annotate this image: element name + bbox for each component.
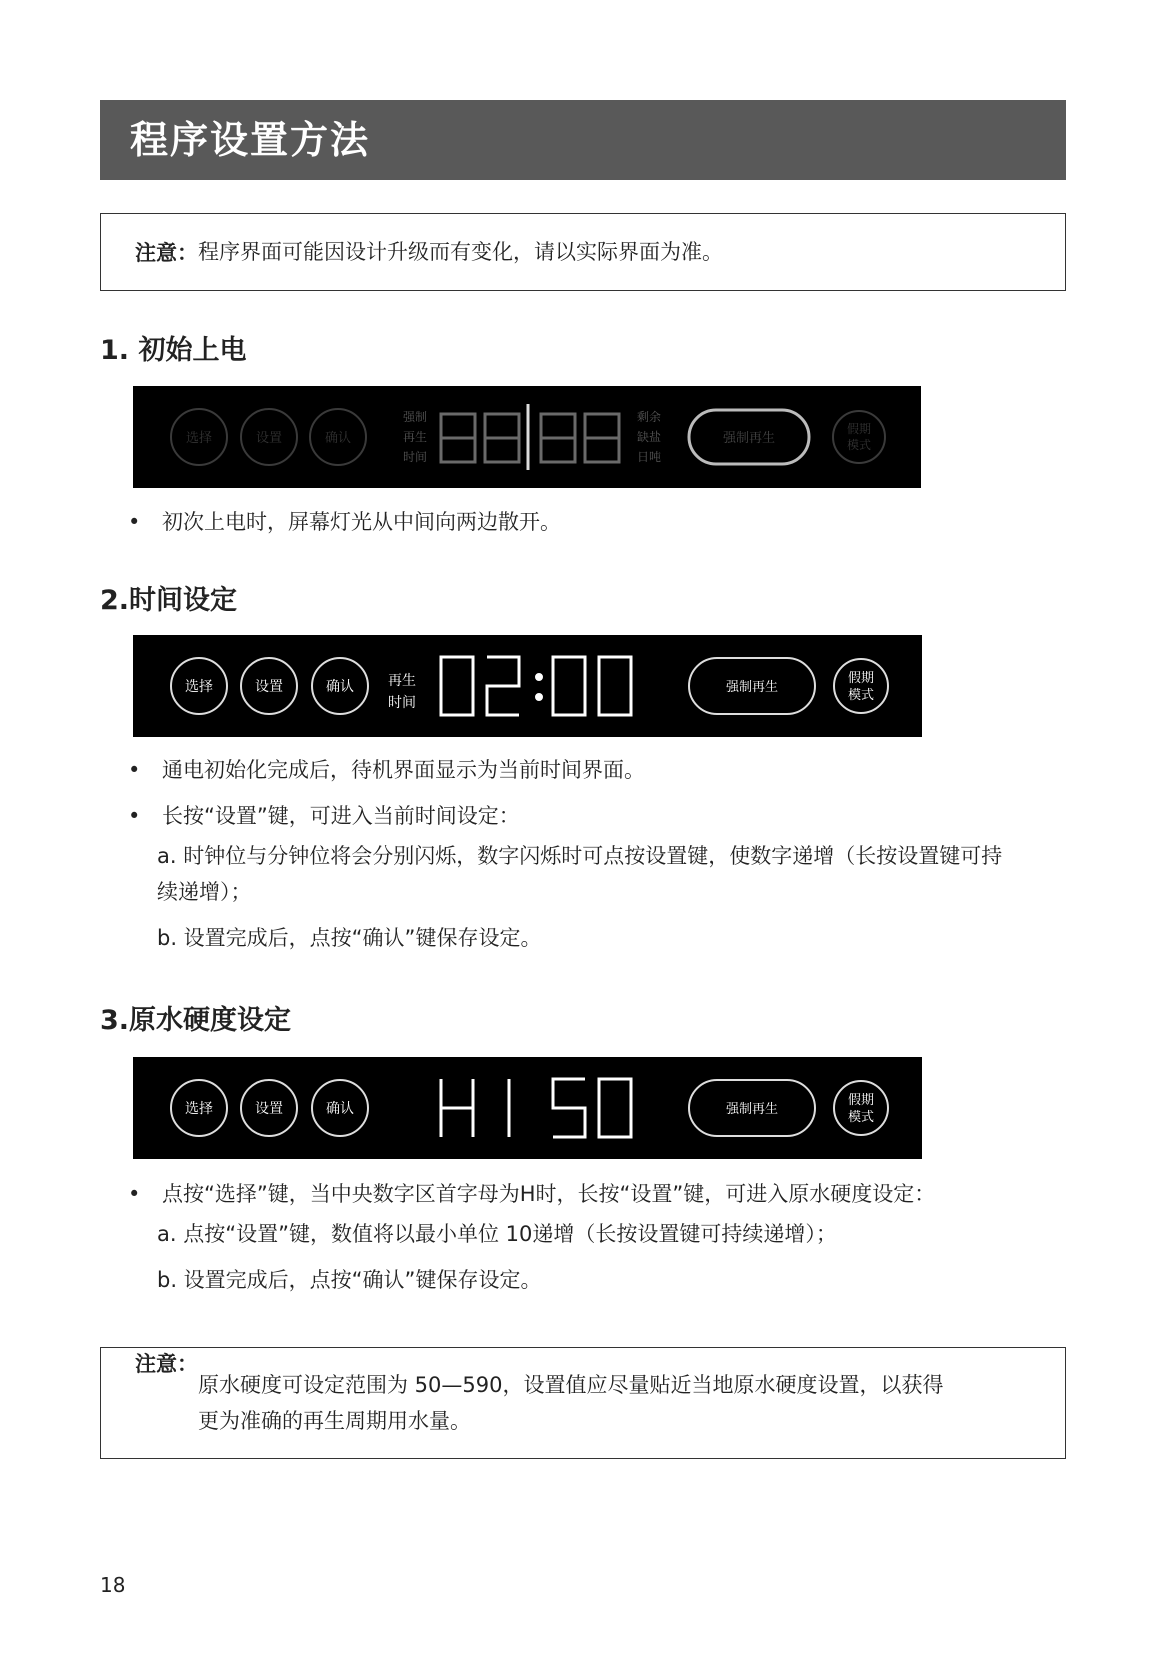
hardness-step-a: a. 点按“设置”键，数值将以最小单位 10递增（长按设置键可持续递增）； (157, 1222, 837, 1246)
left-label-2: 再生 (403, 430, 428, 444)
holiday-label-1: 假期 (847, 1093, 875, 1108)
select-button-label: 选择 (185, 679, 213, 695)
display-panel-time (133, 635, 922, 737)
left-label-1: 强制 (403, 410, 428, 424)
right-label-1: 剩余 (637, 410, 662, 424)
note-box-bottom (100, 1347, 1066, 1459)
note-line-2: 更为准确的再生周期用水量。 (198, 1409, 471, 1433)
display-panel-hardness (133, 1057, 922, 1159)
force-regen-label: 强制再生 (722, 431, 776, 446)
note-text: 程序界面可能因设计升级而有变化，请以实际界面为准。 (198, 240, 723, 264)
force-regen-label: 强制再生 (725, 680, 779, 695)
note-label: 注意： (135, 1352, 198, 1376)
confirm-button-label: 确认 (326, 1101, 354, 1117)
hardness-step-b: b. 设置完成后，点按“确认”键保存设定。 (157, 1268, 542, 1292)
holiday-label-2: 模式 (846, 438, 872, 452)
settings-button-label: 设置 (255, 679, 283, 695)
section-heading-initial-power: 1. 初始上电 (100, 335, 247, 366)
holiday-mode-button (834, 659, 888, 713)
display-panel-initial (133, 386, 921, 488)
bullet-hardness-1: • 点按“选择”键，当中央数字区首字母为H时，长按“设置”键，可进入原水硬度设定： (128, 1182, 936, 1206)
select-button-label: 选择 (185, 1101, 213, 1117)
page-title: 程序设置方法 (100, 100, 1066, 180)
select-button-label: 选择 (185, 431, 213, 446)
note-line-1: 原水硬度可设定范围为 50—590，设置值应尽量贴近当地原水硬度设置，以获得 (198, 1373, 944, 1397)
seven-seg-88-left (441, 414, 519, 462)
holiday-mode-button (834, 1081, 888, 1135)
time-step-a: a. 时钟位与分钟位将会分别闪烁，数字闪烁时可点按设置键，使数字递增（长按设置键可持 续递增）； (157, 844, 1003, 904)
bullet-initial-1: • 初次上电时，屏幕灯光从中间向两边散开。 (128, 510, 561, 534)
holiday-label-1: 假期 (847, 671, 875, 686)
holiday-label-2: 模式 (847, 1110, 875, 1125)
seven-seg-time (441, 657, 631, 715)
force-regen-label: 强制再生 (725, 1102, 779, 1117)
seven-seg-hardness (441, 1079, 631, 1137)
confirm-button-label: 确认 (324, 431, 352, 446)
holiday-label-1: 假期 (846, 422, 872, 436)
settings-button-label: 设置 (255, 1101, 283, 1117)
right-label-3: 日吨 (637, 450, 662, 464)
time-step-b: b. 设置完成后，点按“确认”键保存设定。 (157, 926, 542, 950)
section-heading-hardness-setting: 3.原水硬度设定 (100, 1005, 292, 1036)
right-label-2: 缺盐 (637, 430, 662, 444)
section-heading-time-setting: 2.时间设定 (100, 585, 238, 616)
time-label: 时间 (388, 695, 416, 711)
regen-label: 再生 (388, 673, 416, 689)
holiday-label-2: 模式 (847, 688, 875, 703)
bullet-time-2: • 长按“设置”键，可进入当前时间设定： (128, 804, 520, 828)
holiday-mode-button (833, 411, 885, 463)
bullet-time-1: • 通电初始化完成后，待机界面显示为当前时间界面。 (128, 758, 645, 782)
note-box-top (100, 213, 1066, 291)
seven-seg-88-right (541, 414, 619, 462)
page-number: 18 (100, 1573, 126, 1597)
settings-button-label: 设置 (255, 431, 283, 446)
note-label: 注意： (135, 241, 198, 265)
confirm-button-label: 确认 (326, 679, 354, 695)
left-label-3: 时间 (403, 450, 428, 464)
